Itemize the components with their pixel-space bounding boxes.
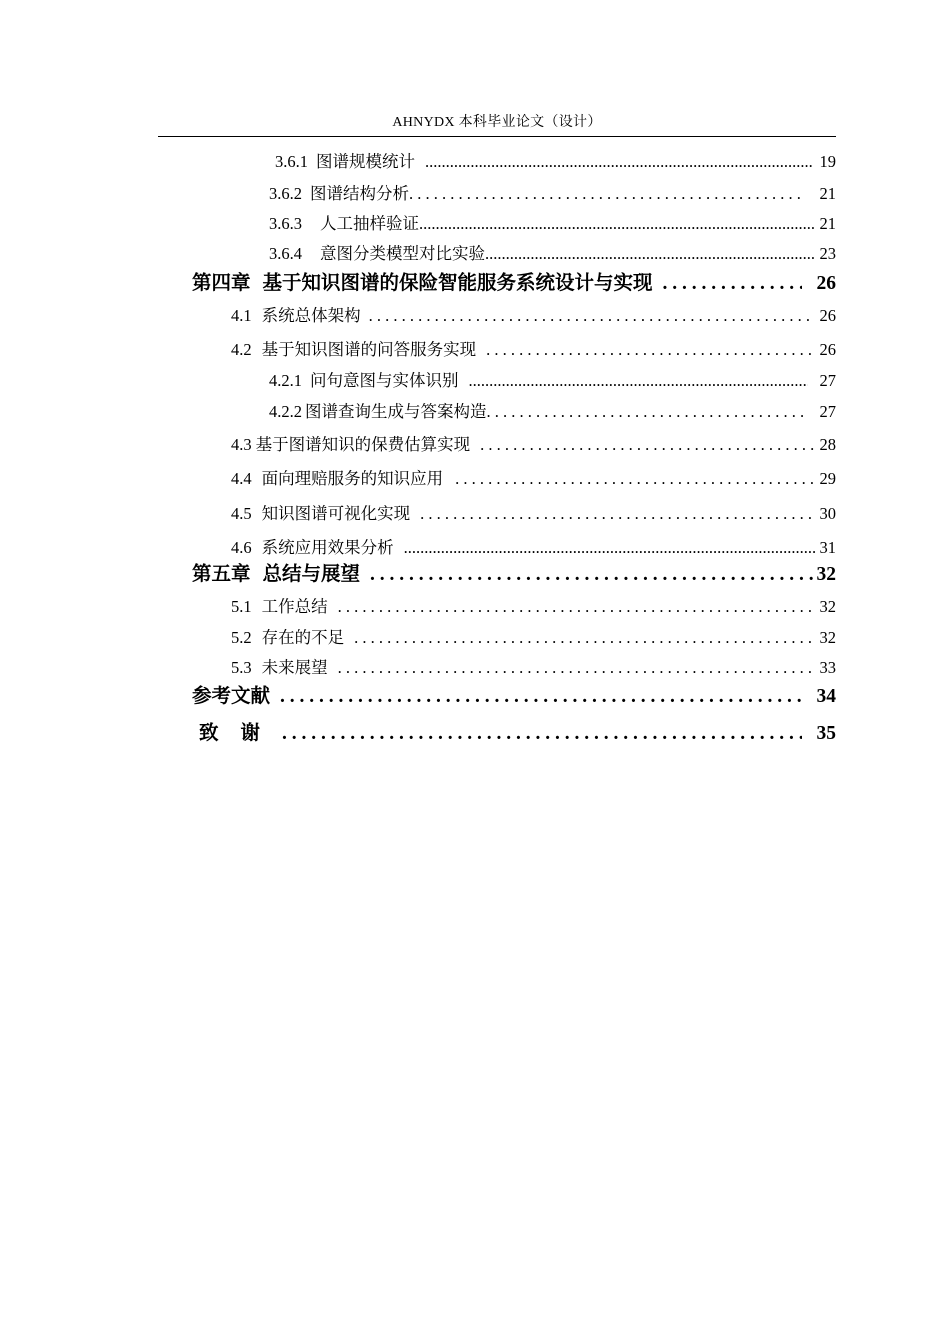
toc-entry-number: 3.6.2 — [269, 184, 302, 203]
toc-entry-number: 3.6.1 — [275, 152, 308, 171]
toc-dot-leader — [455, 468, 814, 490]
toc-entry-page: 27 — [819, 371, 836, 390]
toc-chapter-title: 基于知识图谱的保险智能服务系统设计与实现 — [262, 273, 653, 294]
toc-entry-title: 未来展望 — [261, 658, 328, 677]
toc-entry-page: 21 — [819, 184, 836, 203]
toc-entry-4-2-2[interactable] — [269, 401, 836, 423]
toc-entry-number: 4.2.1 — [269, 371, 302, 390]
toc-entry-number: 5.2 — [231, 628, 252, 647]
toc-entry-title: 系统总体架构 — [261, 306, 361, 325]
toc-entry-title: 基于图谱知识的保费估算实现 — [255, 435, 471, 454]
toc-entry-title: 图谱查询生成与答案构造 — [305, 402, 487, 421]
toc-chapter-4[interactable] — [192, 271, 836, 297]
toc-entry-title: 图谱结构分析 — [310, 184, 409, 203]
toc-dot-leader — [419, 213, 816, 235]
toc-entry-page: 33 — [819, 658, 836, 677]
toc-dot-leader — [404, 537, 816, 559]
toc-entry-page: 32 — [816, 564, 836, 585]
toc-entry-number: 3.6.3 — [269, 214, 302, 233]
toc-references[interactable] — [192, 684, 836, 710]
toc-entry-5-2[interactable] — [231, 627, 836, 649]
toc-entry-4-2-1[interactable] — [269, 370, 836, 392]
toc-dot-leader — [420, 503, 814, 525]
toc-entry-number: 4.2.2 — [269, 402, 302, 421]
toc-entry-title: 存在的不足 — [261, 628, 345, 647]
toc-chapter-5[interactable] — [192, 562, 836, 588]
toc-entry-5-1[interactable] — [231, 596, 836, 618]
toc-entry-3-6-1[interactable] — [275, 151, 836, 173]
running-header: AHNYDX 本科毕业论文（设计） — [392, 115, 602, 130]
toc-entry-page: 31 — [819, 538, 836, 557]
toc-entry-title: 人工抽样验证 — [320, 214, 419, 233]
toc-entry-number: 4.2 — [231, 340, 252, 359]
toc-acknowledgements[interactable] — [199, 721, 836, 747]
toc-entry-page: 26 — [819, 306, 836, 325]
toc-dot-leader — [354, 627, 814, 649]
toc-entry-page: 26 — [816, 273, 836, 294]
toc-entry-number: 4.6 — [231, 538, 252, 557]
toc-entry-4-1[interactable] — [231, 305, 836, 327]
toc-entry-page: 34 — [816, 686, 836, 707]
toc-dot-leader — [663, 271, 802, 297]
toc-entry-page: 32 — [819, 597, 836, 616]
toc-entry-title: 面向理赔服务的知识应用 — [261, 469, 444, 488]
toc-entry-3-6-3[interactable] — [269, 213, 836, 235]
toc-entry-3-6-4[interactable] — [269, 243, 836, 265]
toc-entry-page: 29 — [819, 469, 836, 488]
toc-entry-4-5[interactable] — [231, 503, 836, 525]
toc-chapter-number: 第五章 — [192, 564, 251, 585]
toc-entry-4-6[interactable] — [231, 537, 836, 559]
toc-entry-number: 4.5 — [231, 504, 252, 523]
toc-chapter-title: 总结与展望 — [262, 564, 361, 585]
toc-entry-page: 26 — [819, 340, 836, 359]
toc-entry-title: 基于知识图谱的问答服务实现 — [261, 340, 477, 359]
toc-entry-number: 4.1 — [231, 306, 252, 325]
toc-entry-page: 27 — [819, 402, 836, 421]
toc-entry-page: 23 — [819, 244, 836, 263]
toc-dot-leader — [480, 434, 814, 456]
toc-entry-number: 4.4 — [231, 469, 252, 488]
toc-entry-title: 图谱规模统计 — [316, 152, 415, 171]
toc-entry-4-4[interactable] — [231, 468, 836, 490]
toc-entry-title: 工作总结 — [261, 597, 328, 616]
toc-dot-leader — [338, 657, 814, 679]
header-rule — [158, 136, 836, 137]
toc-entry-title: 系统应用效果分析 — [261, 538, 394, 557]
toc-entry-title: 意图分类模型对比实验 — [320, 244, 485, 263]
toc-entry-number: 3.6.4 — [269, 244, 302, 263]
toc-dot-leader — [486, 339, 814, 361]
toc-dot-leader — [280, 684, 802, 710]
toc-entry-page: 32 — [819, 628, 836, 647]
toc-dot-leader — [409, 183, 804, 205]
toc-entry-page: 28 — [819, 435, 836, 454]
toc-entry-page: 19 — [819, 152, 836, 171]
toc-dot-leader — [370, 562, 814, 588]
toc-entry-number: 5.3 — [231, 658, 252, 677]
toc-entry-title: 问句意图与实体识别 — [310, 371, 459, 390]
toc-entry-4-3[interactable] — [231, 434, 836, 456]
toc-entry-page: 21 — [819, 214, 836, 233]
toc-entry-3-6-2[interactable] — [269, 183, 836, 205]
toc-dot-leader — [469, 370, 809, 392]
toc-acknowledgements-title: 致谢 — [199, 723, 283, 744]
toc-entry-5-3[interactable] — [231, 657, 836, 679]
toc-entry-title: 知识图谱可视化实现 — [261, 504, 411, 523]
toc-entry-number: 5.1 — [231, 597, 252, 616]
toc-entry-page: 35 — [816, 723, 836, 744]
toc-dot-leader — [369, 305, 814, 327]
toc-dot-leader — [425, 151, 813, 173]
toc-chapter-number: 第四章 — [192, 273, 251, 294]
toc-entry-number: 4.3 — [231, 435, 252, 454]
toc-dot-leader — [485, 243, 816, 265]
toc-references-title: 参考文献 — [192, 686, 271, 707]
toc-entry-page: 30 — [819, 504, 836, 523]
toc-dot-leader — [282, 721, 802, 747]
toc-dot-leader — [487, 401, 805, 423]
toc-entry-4-2[interactable] — [231, 339, 836, 361]
toc-dot-leader — [338, 596, 814, 618]
